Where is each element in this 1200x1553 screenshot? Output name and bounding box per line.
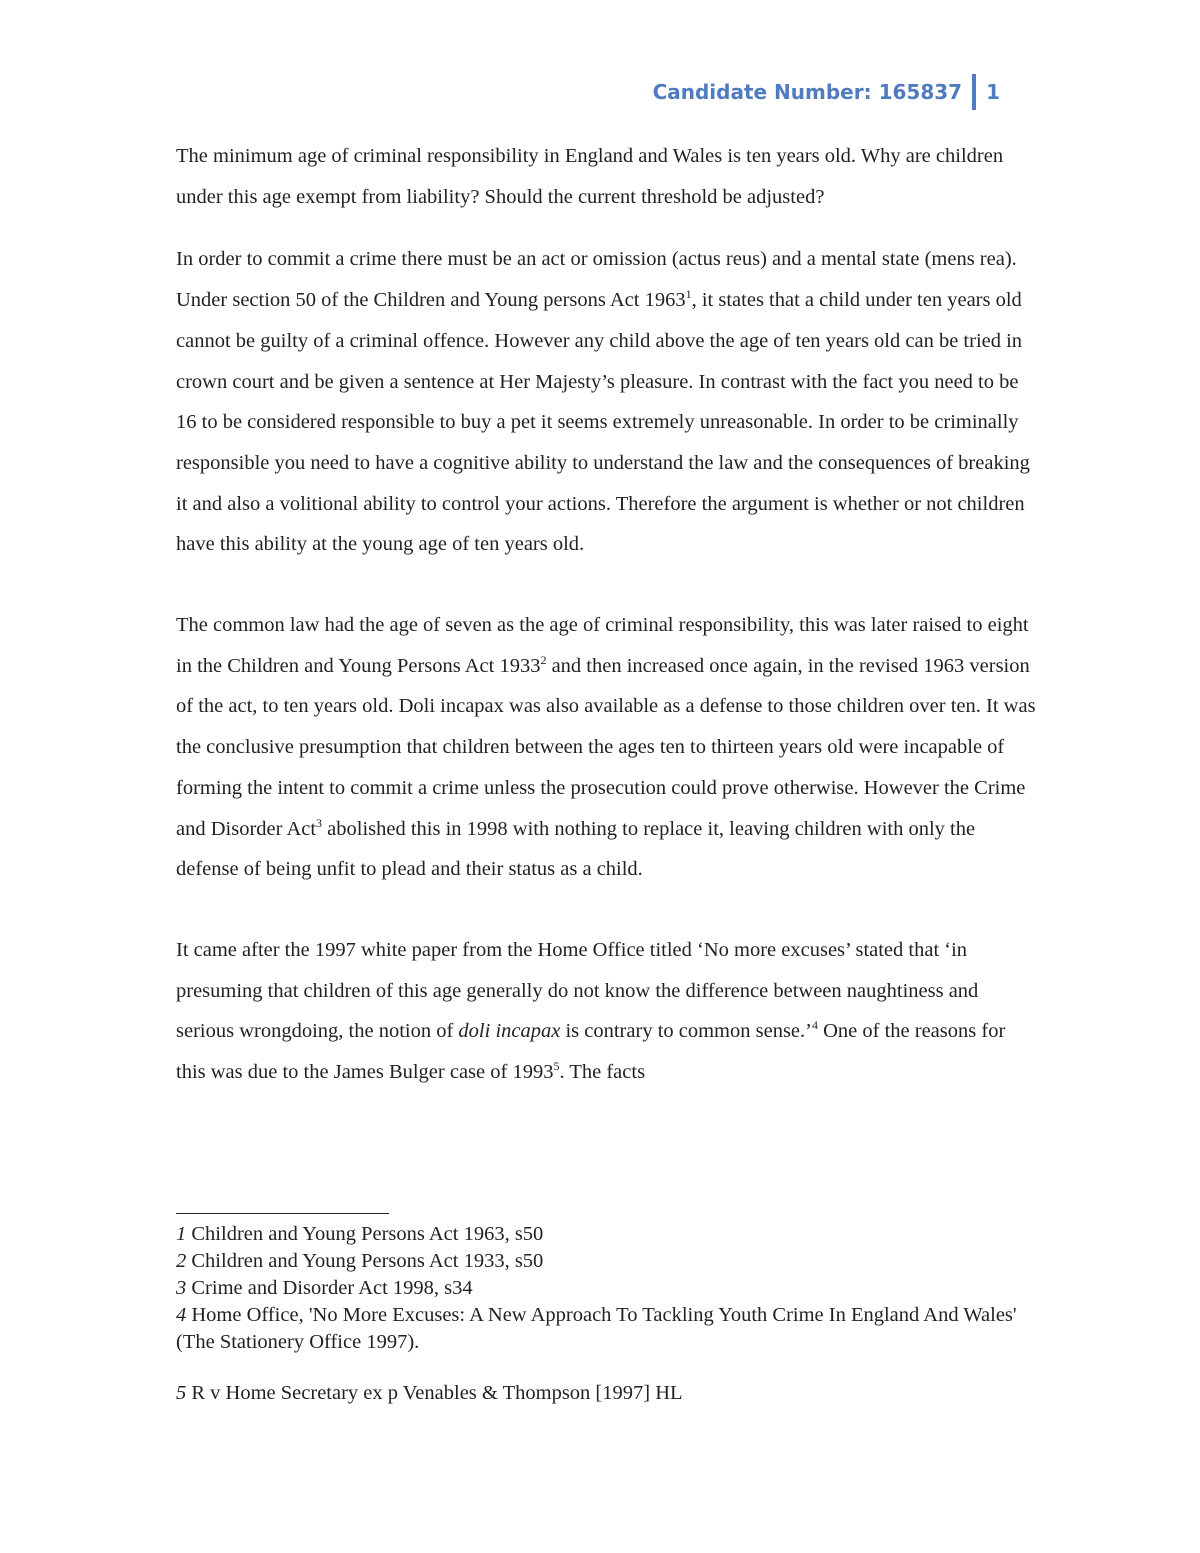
paragraph-3-italic: doli incapax xyxy=(458,1020,561,1043)
footnote-text: Children and Young Persons Act 1963, s50 xyxy=(186,1223,544,1245)
footnote-3 xyxy=(176,1275,1036,1302)
paragraph-2-text-b: and then increased once again, in the revised 1963 version of the act, to ten years old. Doli incapax was also available as a defense to those children over ten. It was the conclusive presumption that children between the ages ten to thirteen years old were incapable of forming the intent to commit a crime unless the prosecution could prove otherwise. However the Crime and Disorder Act xyxy=(176,654,1036,840)
paragraph-2 xyxy=(176,605,1036,890)
footnote-number: 1 xyxy=(176,1223,187,1245)
footnote-number: 4 xyxy=(176,1304,187,1326)
footnote-2 xyxy=(176,1248,1036,1275)
footnote-ref-3: 3 xyxy=(316,815,323,830)
footnote-number: 3 xyxy=(176,1277,187,1299)
paragraph-3-text-a: It came after the 1997 white paper from the Home Office titled ‘No more excuses’ stated that ‘in presuming that children of this age generally do not know the difference between naughtiness and serious wrongdoing, the notion of xyxy=(176,938,979,1043)
header-divider xyxy=(972,74,976,110)
essay-question: The minimum age of criminal responsibility in England and Wales is ten years old. Why are children under this age exempt from liability? Should the current threshold be adjusted? xyxy=(176,145,1004,208)
footnote-ref-1: 1 xyxy=(685,287,692,302)
footnote-number: 5 xyxy=(176,1382,187,1404)
paragraph-3-text-c: One of the reasons for this was due to the James Bulger case of 1993 xyxy=(176,1020,1006,1084)
footnote-text: R v Home Secretary ex p Venables & Thompson [1997] HL xyxy=(186,1382,683,1404)
paragraph-1 xyxy=(176,239,1036,565)
footnote-ref-2: 2 xyxy=(540,652,547,667)
paragraph-2-text-c: abolished this in 1998 with nothing to replace it, leaving children with only the defense of being unfit to plead and their status as a child. xyxy=(176,817,976,881)
footnote-5 xyxy=(176,1380,1036,1407)
paragraph-3-text-b: is contrary to common sense.’ xyxy=(560,1020,812,1043)
footnote-1 xyxy=(176,1221,1036,1248)
paragraph-1-text-b: , it states that a child under ten years old cannot be guilty of a criminal offence. However any child above the age of ten years old can be tried in crown court and be given a sentence at Her Majesty’s pleasure. In contrast with the fact you need to be 16 to be considered responsible to buy a pet it seems extremely unreasonable. In order to be criminally responsible you need to have a cognitive ability to understand the law and the consequences of breaking it and also a volitional ability to control your actions. Therefore the argument is whether or not children have this ability at the young age of ten years old. xyxy=(176,289,1030,556)
footnote-separator xyxy=(176,1213,389,1214)
footnote-text: Crime and Disorder Act 1998, s34 xyxy=(186,1277,473,1299)
paragraph-3 xyxy=(176,930,1036,1093)
paragraph-1-text-a: In order to commit a crime there must be an act or omission (actus reus) and a mental state (mens rea). Under section 50 of the Children and Young persons Act 1963 xyxy=(176,248,1017,312)
page-header xyxy=(0,74,1000,110)
footnotes xyxy=(176,1221,1036,1407)
page-number: 1 xyxy=(986,80,1000,104)
footnote-text: Children and Young Persons Act 1933, s50 xyxy=(186,1250,544,1272)
footnote-text: Home Office, 'No More Excuses: A New Approach To Tackling Youth Crime In England And Wales' (The Stationery Office 1997). xyxy=(176,1304,1017,1353)
footnote-ref-4: 4 xyxy=(811,1018,818,1033)
paragraph-3-text-d: . The facts xyxy=(559,1061,646,1084)
footnote-ref-5: 5 xyxy=(553,1059,560,1074)
essay-body xyxy=(176,136,1036,1093)
candidate-number: Candidate Number: 165837 xyxy=(652,80,963,104)
footnote-4 xyxy=(176,1302,1036,1356)
footnote-number: 2 xyxy=(176,1250,187,1272)
paragraph-2-text-a: The common law had the age of seven as the age of criminal responsibility, this was later raised to eight in the Children and Young Persons Act 1933 xyxy=(176,614,1029,677)
